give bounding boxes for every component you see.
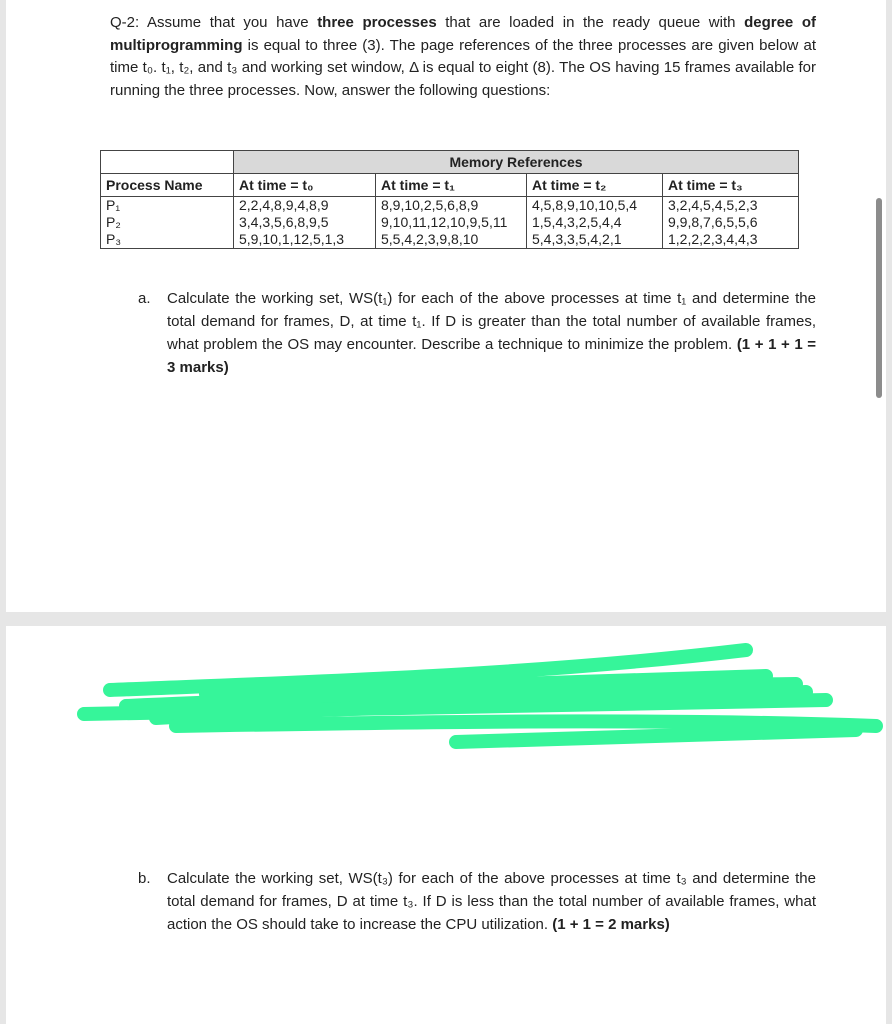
intro-bold-1: three processes: [317, 14, 437, 31]
table-row-p3: [101, 231, 799, 249]
scrollbar-thumb[interactable]: [876, 198, 882, 398]
cell-process: P₃: [101, 231, 234, 249]
cell-t2: 5,4,3,3,5,4,2,1: [527, 231, 663, 249]
question-b-body: Calculate the working set, WS(t₃) for each of the above processes at time t₃ and determine the total demand for frames, D at time t₃. If D is less than the total number of available frames, what action the OS should take to increase the CPU utilization.: [167, 870, 816, 933]
header-time-t1: At time = t₁: [376, 174, 527, 197]
cell-t2: 4,5,8,9,10,10,5,4: [527, 197, 663, 215]
table-row-p2: [101, 214, 799, 231]
table-row-p1: [101, 197, 799, 215]
header-process-name: Process Name: [101, 174, 234, 197]
question-b-marks: (1 + 1 = 2 marks): [552, 916, 670, 933]
document-page-2: [6, 626, 886, 1024]
cell-t2: 1,5,4,3,2,5,4,4: [527, 214, 663, 231]
cell-t3: 3,2,4,5,4,5,2,3: [663, 197, 799, 215]
redaction-scribble: [6, 626, 886, 786]
cell-t1: 8,9,10,2,5,6,8,9: [376, 197, 527, 215]
question-a-label: a.: [138, 290, 151, 307]
document-page-1: [6, 0, 886, 612]
question-b-label: b.: [138, 870, 151, 887]
cell-t3: 9,9,8,7,6,5,5,6: [663, 214, 799, 231]
intro-text-1: Assume that you have: [146, 14, 318, 31]
intro-bold-2: degree of multiprogramming: [110, 14, 817, 54]
question-a-body: Calculate the working set, WS(t₁) for each of the above processes at time t₁ and determine the total demand for frames, D, at time t₁. If D is greater than the total number of available frames, what problem the OS may encounter. Describe a technique to minimize the problem.: [167, 290, 816, 353]
memory-references-header: Memory References: [234, 151, 799, 174]
cell-t0: 2,2,4,8,9,4,8,9: [234, 197, 376, 215]
cell-process: P₁: [101, 197, 234, 215]
scribble-stroke: [456, 730, 856, 742]
header-time-t3: At time = t₃: [663, 174, 799, 197]
question-b: [138, 867, 816, 936]
question-b-text: [167, 867, 816, 936]
table-corner-cell: [101, 151, 234, 174]
cell-t0: 5,9,10,1,12,5,1,3: [234, 231, 376, 249]
intro-text-2: that are loaded in the ready queue with: [436, 14, 745, 31]
question-a-text: [167, 287, 816, 379]
header-time-t0: At time = t₀: [234, 174, 376, 197]
cell-process: P₂: [101, 214, 234, 231]
cell-t3: 1,2,2,2,3,4,4,3: [663, 231, 799, 249]
question-a-marks: (1 + 1 + 1 = 3 marks): [167, 336, 817, 376]
question-a: [138, 287, 816, 379]
question-title: Q-2:: [110, 14, 140, 31]
memory-references-table: [100, 150, 799, 249]
question-intro: [110, 12, 816, 102]
scribble-stroke: [176, 721, 876, 726]
intro-text-3: is equal to three (3). The page references of the three processes are given below at time t₀. t₁, t₂, and t₃ and working set window, Δ is equal to eight (8). The OS having 15 frames available for running the three processes. Now, answer the following questions:: [110, 36, 816, 99]
cell-t1: 5,5,4,2,3,9,8,10: [376, 231, 527, 249]
cell-t0: 3,4,3,5,6,8,9,5: [234, 214, 376, 231]
cell-t1: 9,10,11,12,10,9,5,11: [376, 214, 527, 231]
header-time-t2: At time = t₂: [527, 174, 663, 197]
